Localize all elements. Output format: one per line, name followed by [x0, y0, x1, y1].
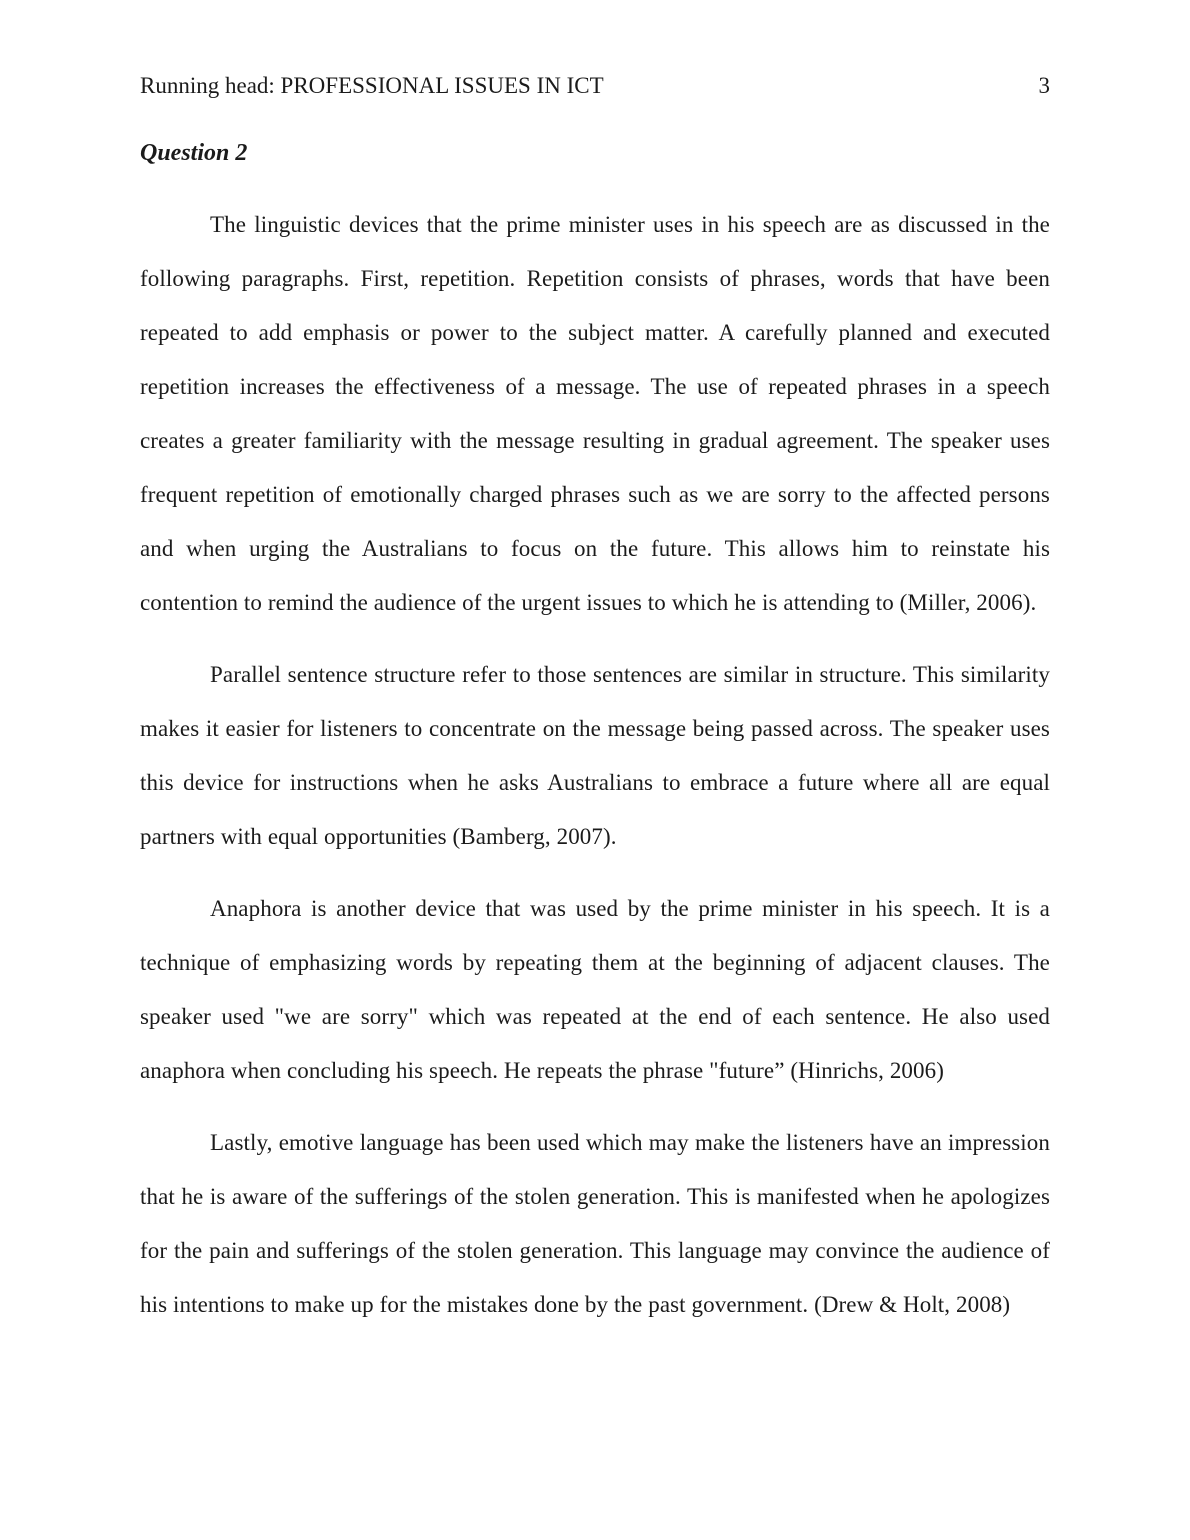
paragraph-anaphora: Anaphora is another device that was used by the prime minister in his speech. It is a technique of emphasizing words by repeating them at the beginning of adjacent clauses. The speaker used "we are sorry" which was repeated at the end of each sentence. He also used anaphora when concluding his speech. He repeats the phrase "future” (Hinrichs, 2006) — [140, 896, 1050, 1083]
paragraph-repetition: The linguistic devices that the prime minister uses in his speech are as discussed in the following paragraphs. First, repetition. Repetition consists of phrases, words that have been repeated to add emphasis or power to the subject matter. A carefully planned and executed repetition increases the effectiveness of a message. The use of repeated phrases in a speech creates a greater familiarity with the message resulting in gradual agreement. The speaker uses frequent repetition of emotionally charged phrases such as we are sorry to the affected persons and when urging the Australians to focus on the future. This allows him to reinstate his contention to remind the audience of the urgent issues to which he is attending to (Miller, 2006). — [140, 212, 1050, 615]
page-number: 3 — [1038, 73, 1050, 98]
paragraph-emotive-language: Lastly, emotive language has been used which may make the listeners have an impression that he is aware of the sufferings of the stolen generation. This is manifested when he apologizes for the pain and sufferings of the stolen generation. This language may convince the audience of his intentions to make up for the mistakes done by the past government. (Drew & Holt, 2008) — [140, 1130, 1050, 1317]
document-body — [140, 198, 1050, 1332]
question-heading: Question 2 — [140, 140, 248, 166]
running-head: Running head: PROFESSIONAL ISSUES IN ICT — [140, 73, 604, 98]
page-header — [140, 72, 1050, 100]
paragraph-parallel-structure: Parallel sentence structure refer to those sentences are similar in structure. This similarity makes it easier for listeners to concentrate on the message being passed across. The speaker uses this device for instructions when he asks Australians to embrace a future where all are equal partners with equal opportunities (Bamberg, 2007). — [140, 662, 1050, 849]
